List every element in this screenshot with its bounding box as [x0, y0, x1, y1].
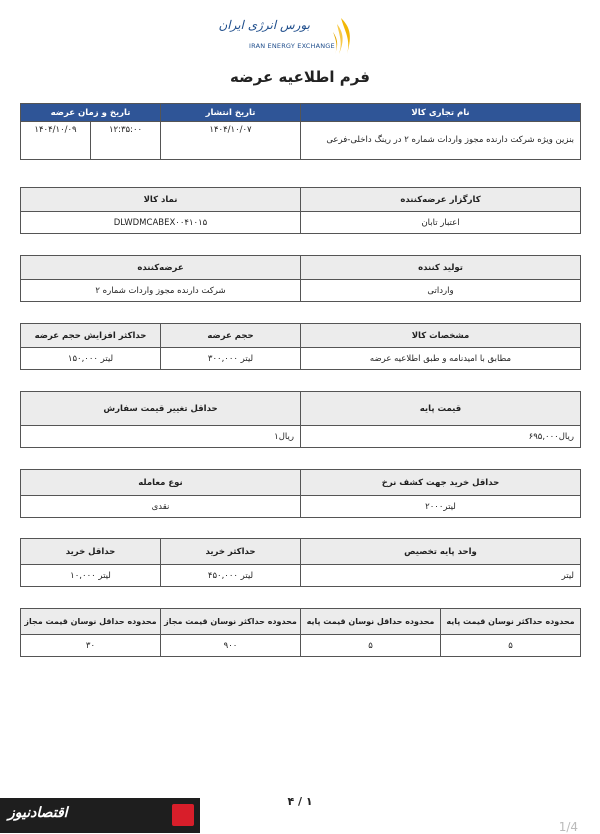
header-broker: کارگزار عرضه‌کننده	[301, 188, 581, 212]
header-symbol: نماد کالا	[21, 188, 301, 212]
max-allowed-fluct: ۹۰۰	[161, 635, 301, 657]
header-volume: حجم عرضه	[161, 324, 301, 348]
header-spec: مشخصات کالا	[301, 324, 581, 348]
logo-english-text: IRAN ENERGY EXCHANGE	[249, 42, 335, 50]
min-base-fluct: ۵	[301, 635, 441, 657]
header-max-buy: حداکثر خرید	[161, 539, 301, 565]
max-buy: لیتر ۴۵۰,۰۰۰	[161, 565, 301, 587]
header-min-base-fluct: محدوده حداقل نوسان قیمت پایه	[301, 609, 441, 635]
price-table	[20, 391, 581, 448]
watermark-logo-icon	[172, 804, 194, 826]
header-producer: تولید کننده	[301, 256, 581, 280]
min-buy-discovery: لیتر۲۰۰۰	[301, 496, 581, 518]
header-base-price: قیمت پایه	[301, 392, 581, 426]
form-title: فرم اطلاعیه عرضه	[230, 68, 370, 86]
spec-table	[20, 323, 581, 370]
flame-logo-icon	[327, 16, 355, 56]
min-price-change: ریال۱	[21, 426, 301, 448]
offer-date: ۱۴۰۴/۱۰/۰۹	[21, 122, 91, 160]
header-min-buy-discovery: حداقل خرید جهت کشف نرخ	[301, 470, 581, 496]
header-min-allowed-fluct: محدوده حداقل نوسان قیمت مجاز	[21, 609, 161, 635]
supplier: شرکت دارنده مجوز واردات شماره ۲	[21, 280, 301, 302]
logo-persian-text: بورس انرژی ایران	[218, 18, 310, 32]
min-allowed-fluct: ۳۰	[21, 635, 161, 657]
max-base-fluct: ۵	[441, 635, 581, 657]
header-product-name: نام تجاری کالا	[301, 104, 581, 122]
header-base-unit: واحد پایه تخصیص	[301, 539, 581, 565]
header-min-price-change: حداقل تغییر قیمت سفارش	[21, 392, 301, 426]
max-increase: لیتر ۱۵۰,۰۰۰	[21, 348, 161, 370]
header-min-buy: حداقل خرید	[21, 539, 161, 565]
page-indicator: 1/4	[558, 820, 578, 834]
fluctuation-table	[20, 608, 581, 657]
watermark-banner	[0, 798, 200, 833]
product-name: بنزین ویژه شرکت دارنده مجوز واردات شماره ۲ در رینگ داخلی-فرعی	[301, 122, 581, 160]
page-number: ۴ / ۱	[287, 795, 313, 808]
symbol: DLWDMCABEX۰۰۴۱۰۱۵	[21, 212, 301, 234]
product-table	[20, 103, 581, 160]
header-trade-type: نوع معامله	[21, 470, 301, 496]
allocation-table	[20, 538, 581, 587]
publish-date: ۱۴۰۴/۱۰/۰۷	[161, 122, 301, 160]
producer-table	[20, 255, 581, 302]
base-unit: لیتر	[301, 565, 581, 587]
volume: لیتر ۳۰۰,۰۰۰	[161, 348, 301, 370]
trade-type: نقدی	[21, 496, 301, 518]
producer: وارداتی	[301, 280, 581, 302]
header-supplier: عرضه‌کننده	[21, 256, 301, 280]
header-max-increase: حداکثر افزایش حجم عرضه	[21, 324, 161, 348]
header-max-base-fluct: محدوده حداکثر نوسان قیمت پایه	[441, 609, 581, 635]
watermark-text: اقتصادنیوز	[8, 805, 68, 821]
broker-table	[20, 187, 581, 234]
trade-table	[20, 469, 581, 518]
broker: اعتبار تابان	[301, 212, 581, 234]
base-price: ریال۶۹۵,۰۰۰	[301, 426, 581, 448]
min-buy: لیتر ۱۰,۰۰۰	[21, 565, 161, 587]
offer-time: ۱۲:۳۵:۰۰	[91, 122, 161, 160]
header-publish-date: تاریخ انتشار	[161, 104, 301, 122]
header-max-allowed-fluct: محدوده حداکثر نوسان قیمت مجاز	[161, 609, 301, 635]
exchange-logo	[0, 14, 600, 62]
header-offer-datetime: تاریخ و زمان عرضه	[21, 104, 161, 122]
spec: مطابق با امیدنامه و طبق اطلاعیه عرضه	[301, 348, 581, 370]
